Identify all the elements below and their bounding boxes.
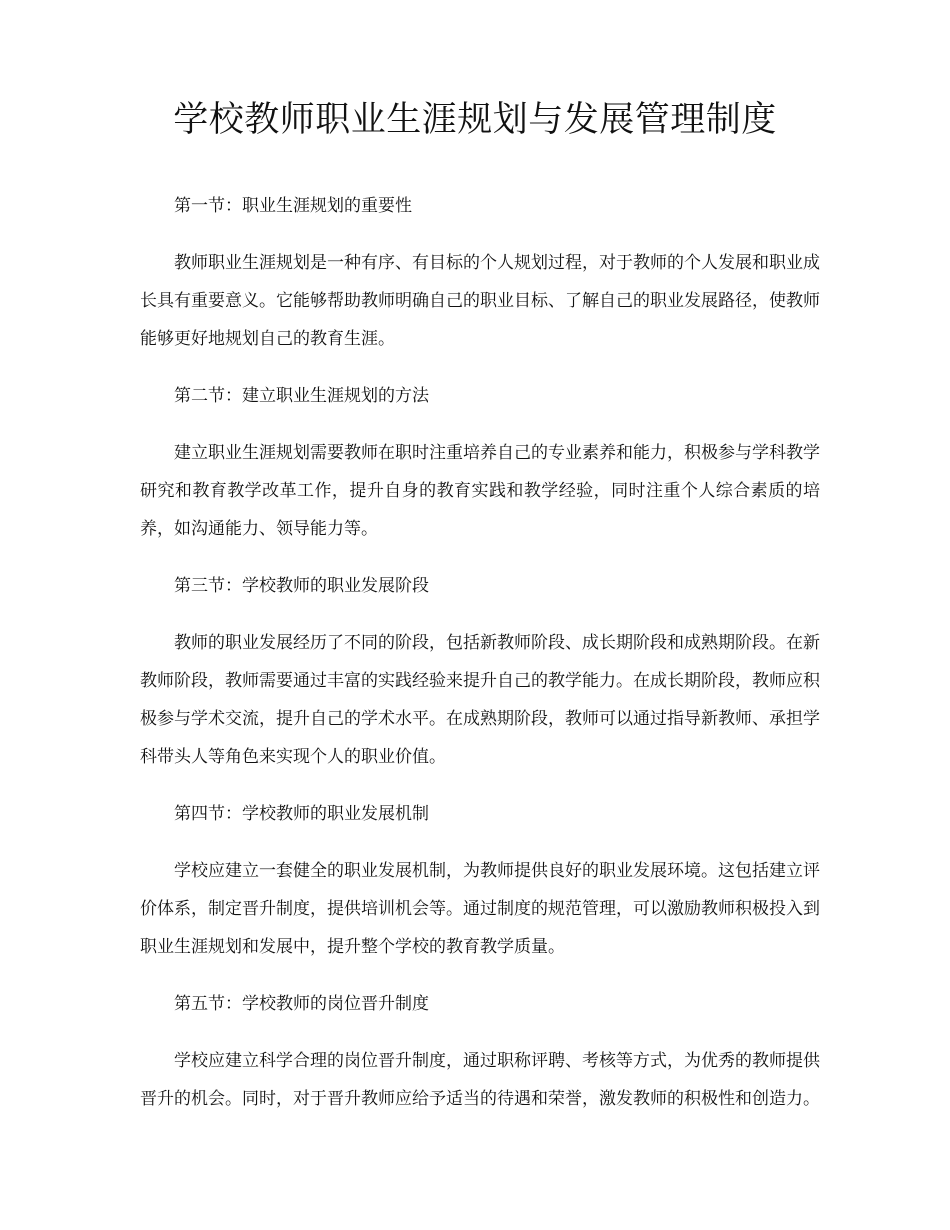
section-2-paragraph: 建立职业生涯规划需要教师在职时注重培养自己的专业素养和能力，积极参与学科教学研究和教育教学改革工作，提升自身的教育实践和教学经验，同时注重个人综合素质的培养，如沟通能力、领导能力等。	[140, 443, 820, 539]
document-title: 学校教师职业生涯规划与发展管理制度	[173, 100, 777, 140]
section-5-paragraph: 学校应建立科学合理的岗位晋升制度，通过职称评聘、考核等方式，为优秀的教师提供晋升的机会。同时，对于晋升教师应给予适当的待遇和荣誉，激发教师的积极性和创造力。	[140, 1051, 820, 1109]
section-5-heading: 第五节：学校教师的岗位晋升制度	[174, 994, 429, 1014]
section-1-heading: 第一节：职业生涯规划的重要性	[174, 196, 412, 216]
document-body	[140, 187, 820, 1137]
section-2-heading: 第二节：建立职业生涯规划的方法	[174, 386, 429, 406]
section-1-paragraph: 教师职业生涯规划是一种有序、有目标的个人规划过程，对于教师的个人发展和职业成长具有重要意义。它能够帮助教师明确自己的职业目标、了解自己的职业发展路径，使教师能够更好地规划自己的教育生涯。	[140, 253, 820, 349]
section-3-paragraph: 教师的职业发展经历了不同的阶段，包括新教师阶段、成长期阶段和成熟期阶段。在新教师阶段，教师需要通过丰富的实践经验来提升自己的教学能力。在成长期阶段，教师应积极参与学术交流，提升自己的学术水平。在成熟期阶段，教师可以通过指导新教师、承担学科带头人等角色来实现个人的职业价值。	[140, 633, 820, 767]
section-4-heading: 第四节：学校教师的职业发展机制	[174, 804, 429, 824]
section-3-heading: 第三节：学校教师的职业发展阶段	[174, 576, 429, 596]
section-4-paragraph: 学校应建立一套健全的职业发展机制，为教师提供良好的职业发展环境。这包括建立评价体系，制定晋升制度，提供培训机会等。通过制度的规范管理，可以激励教师积极投入到职业生涯规划和发展中，提升整个学校的教育教学质量。	[140, 861, 820, 957]
